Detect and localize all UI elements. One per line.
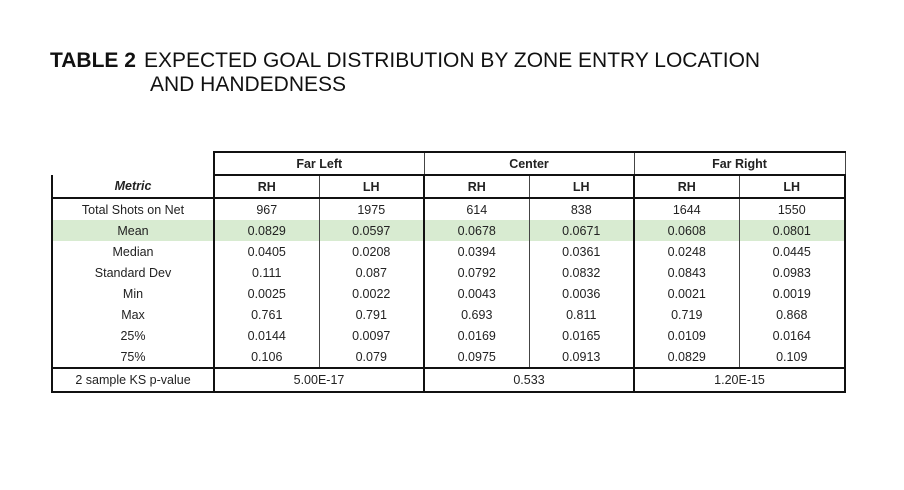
cell-far-right-rh: 0.0248 xyxy=(634,241,739,262)
cell-center-rh: 0.0043 xyxy=(424,283,529,304)
cell-center-lh: 0.0671 xyxy=(529,220,634,241)
goal-distribution-table xyxy=(51,151,846,393)
cell-center-lh: 0.0832 xyxy=(529,262,634,283)
table-row xyxy=(52,304,845,325)
cell-far-left-lh: 0.791 xyxy=(319,304,424,325)
cell-center-lh: 0.0165 xyxy=(529,325,634,346)
cell-far-right-lh: 1550 xyxy=(739,198,845,220)
table-row xyxy=(52,198,845,220)
cell-center-rh: 0.693 xyxy=(424,304,529,325)
table-row xyxy=(52,346,845,368)
table-row xyxy=(52,220,845,241)
cell-far-left-rh: 967 xyxy=(214,198,319,220)
ks-pvalue-far-right: 1.20E-15 xyxy=(634,368,845,392)
cell-center-lh: 0.0913 xyxy=(529,346,634,368)
table-row xyxy=(52,241,845,262)
table-label: TABLE 2 xyxy=(50,49,136,72)
cell-far-right-lh: 0.0801 xyxy=(739,220,845,241)
metric-header: Metric xyxy=(52,175,214,198)
cell-far-right-lh: 0.0019 xyxy=(739,283,845,304)
cell-far-left-rh: 0.0405 xyxy=(214,241,319,262)
sub-header-center-rh: RH xyxy=(424,175,529,198)
cell-center-rh: 0.0678 xyxy=(424,220,529,241)
cell-far-right-lh: 0.868 xyxy=(739,304,845,325)
table-row xyxy=(52,262,845,283)
sub-header-row xyxy=(52,175,845,198)
cell-far-left-lh: 0.0208 xyxy=(319,241,424,262)
sub-header-far-right-lh: LH xyxy=(739,175,845,198)
cell-far-right-rh: 0.0608 xyxy=(634,220,739,241)
ks-pvalue-label: 2 sample KS p-value xyxy=(52,368,214,392)
cell-far-right-rh: 0.719 xyxy=(634,304,739,325)
sub-header-far-left-rh: RH xyxy=(214,175,319,198)
cell-far-left-lh: 0.0597 xyxy=(319,220,424,241)
cell-far-left-lh: 1975 xyxy=(319,198,424,220)
row-metric-label: Min xyxy=(52,283,214,304)
row-metric-label: 75% xyxy=(52,346,214,368)
cell-far-left-lh: 0.079 xyxy=(319,346,424,368)
cell-far-left-rh: 0.0025 xyxy=(214,283,319,304)
cell-center-rh: 0.0975 xyxy=(424,346,529,368)
cell-far-right-lh: 0.0445 xyxy=(739,241,845,262)
cell-far-left-lh: 0.0097 xyxy=(319,325,424,346)
row-metric-label: Max xyxy=(52,304,214,325)
table-body xyxy=(52,198,845,368)
row-metric-label: Standard Dev xyxy=(52,262,214,283)
table-row xyxy=(52,283,845,304)
ks-pvalue-center: 0.533 xyxy=(424,368,634,392)
cell-far-right-rh: 1644 xyxy=(634,198,739,220)
sub-header-far-right-rh: RH xyxy=(634,175,739,198)
cell-far-left-rh: 0.0829 xyxy=(214,220,319,241)
cell-center-lh: 0.811 xyxy=(529,304,634,325)
cell-center-lh: 0.0036 xyxy=(529,283,634,304)
cell-far-right-rh: 0.0109 xyxy=(634,325,739,346)
title-line-2: AND HANDEDNESS xyxy=(150,73,347,96)
cell-center-lh: 0.0361 xyxy=(529,241,634,262)
table-row xyxy=(52,325,845,346)
cell-center-rh: 0.0394 xyxy=(424,241,529,262)
cell-center-rh: 614 xyxy=(424,198,529,220)
row-metric-label: Mean xyxy=(52,220,214,241)
title-line-1: EXPECTED GOAL DISTRIBUTION BY ZONE ENTRY LOCATION xyxy=(143,49,761,72)
row-metric-label: 25% xyxy=(52,325,214,346)
cell-far-right-lh: 0.109 xyxy=(739,346,845,368)
cell-center-rh: 0.0792 xyxy=(424,262,529,283)
row-metric-label: Total Shots on Net xyxy=(52,198,214,220)
cell-far-left-lh: 0.087 xyxy=(319,262,424,283)
cell-far-right-rh: 0.0843 xyxy=(634,262,739,283)
group-header-far-right: Far Right xyxy=(634,152,845,175)
cell-far-right-rh: 0.0021 xyxy=(634,283,739,304)
group-header-far-left: Far Left xyxy=(214,152,424,175)
sub-header-center-lh: LH xyxy=(529,175,634,198)
cell-far-left-rh: 0.0144 xyxy=(214,325,319,346)
cell-far-left-rh: 0.111 xyxy=(214,262,319,283)
group-header-row xyxy=(52,152,845,175)
cell-far-right-lh: 0.0983 xyxy=(739,262,845,283)
group-header-center: Center xyxy=(424,152,634,175)
cell-center-lh: 838 xyxy=(529,198,634,220)
sub-header-far-left-lh: LH xyxy=(319,175,424,198)
ks-pvalue-row xyxy=(52,368,845,392)
row-metric-label: Median xyxy=(52,241,214,262)
cell-far-left-rh: 0.761 xyxy=(214,304,319,325)
cell-far-right-lh: 0.0164 xyxy=(739,325,845,346)
cell-center-rh: 0.0169 xyxy=(424,325,529,346)
cell-far-left-lh: 0.0022 xyxy=(319,283,424,304)
header-blank-cell xyxy=(52,152,214,175)
cell-far-left-rh: 0.106 xyxy=(214,346,319,368)
ks-pvalue-far-left: 5.00E-17 xyxy=(214,368,424,392)
cell-far-right-rh: 0.0829 xyxy=(634,346,739,368)
table-title xyxy=(50,49,850,97)
